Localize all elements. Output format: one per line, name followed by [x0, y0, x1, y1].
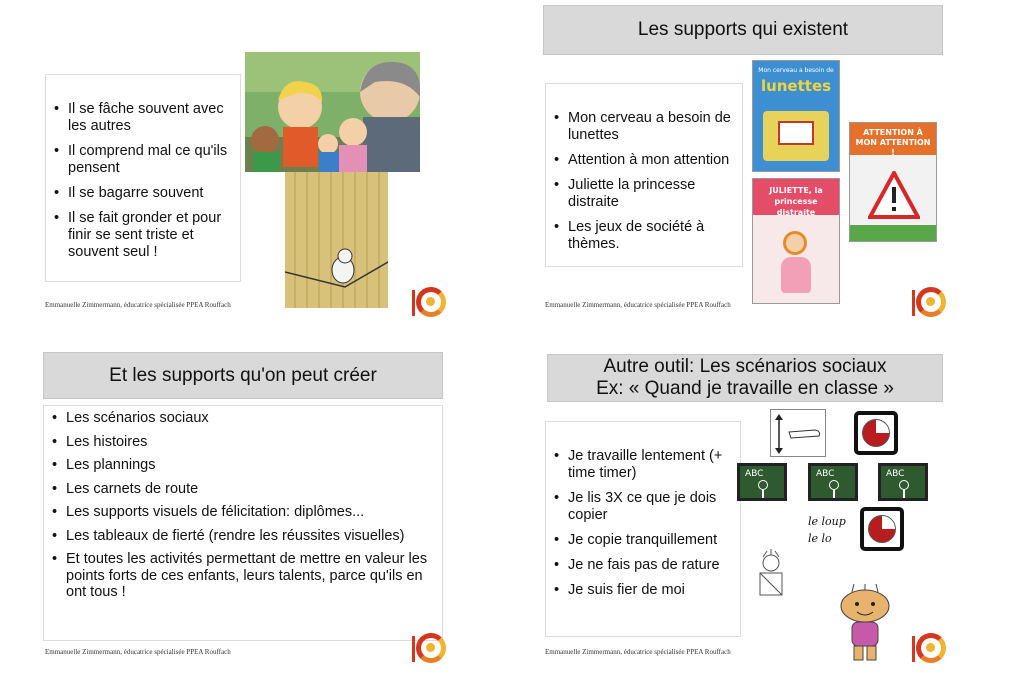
slide3-textbox	[43, 405, 443, 641]
slide3-bullet: • Les tableaux de fierté (rendre les réussites visuelles)	[52, 528, 436, 545]
slide-1	[0, 0, 512, 337]
slide2-bullet: • Attention à mon attention	[554, 152, 736, 169]
slide4-bullet: • Je suis fier de moi	[554, 582, 734, 599]
slide3-title: Et les supports qu'on peut créer	[43, 352, 443, 399]
slide4-textbox	[545, 421, 741, 637]
slow-hand-pictogram	[770, 409, 826, 457]
slide4-footer: Emmanuelle Zimmermann, éducatrice spécialisée PPEA Rouffach	[545, 648, 731, 656]
ppea-logo	[914, 286, 950, 318]
slide2-footer: Emmanuelle Zimmermann, éducatrice spécialisée PPEA Rouffach	[545, 301, 731, 309]
slide4-title	[547, 354, 943, 402]
slide3-bullet: • Les supports visuels de félicitation: diplômes...	[52, 504, 436, 521]
handwriting-sample: le loup le lo	[808, 515, 846, 545]
slide4-bullet: • Je ne fais pas de rature	[554, 557, 734, 574]
cartoon-children-image	[245, 52, 420, 172]
ppea-logo	[414, 286, 450, 318]
ppea-logo	[414, 632, 450, 664]
no-erasing-pictogram	[754, 547, 788, 605]
book-cover-juliette: JULIETTE, la princesse distraite	[752, 178, 840, 304]
slide1-bullet: • Il se fâche souvent avec les autres	[54, 101, 234, 135]
slide2-bullet: • Les jeux de société à thèmes.	[554, 219, 736, 253]
slide4-bullet: • Je lis 3X ce que je dois copier	[554, 490, 734, 524]
book-cover-attention: ATTENTION À MON ATTENTION !	[849, 122, 937, 242]
slide3-bullet: • Et toutes les activités permettant de mettre en valeur les points forts de ces enfants, leurs talents, parce qu'ils en ont tous !	[52, 551, 436, 601]
slide1-bullet: • Il se fait gronder et pour finir se sent triste et souvent seul !	[54, 210, 234, 261]
slide4-bullet: • Je copie tranquillement	[554, 532, 734, 549]
chalkboard-icon: ABC	[808, 463, 858, 501]
chalkboard-icon: ABC	[737, 463, 787, 501]
time-timer-icon	[860, 507, 904, 551]
slide-2	[512, 0, 1024, 337]
slide2-bullet: • Mon cerveau a besoin de lunettes	[554, 110, 736, 144]
slide2-title: Les supports qui existent	[543, 5, 943, 55]
slide3-bullet: • Les carnets de route	[52, 481, 436, 498]
book-cover-lunettes: Mon cerveau a besoin de lunettes	[752, 60, 840, 172]
slide4-bullet: • Je travaille lentement (+ time timer)	[554, 448, 734, 482]
slide1-footer: Emmanuelle Zimmermann, éducatrice spécialisée PPEA Rouffach	[45, 301, 231, 309]
slide4-title-line2: Ex: « Quand je travaille en classe »	[596, 378, 894, 399]
slide2-textbox	[545, 83, 743, 267]
slide3-footer: Emmanuelle Zimmermann, éducatrice spécialisée PPEA Rouffach	[45, 648, 231, 656]
slide4-title-line1: Autre outil: Les scénarios sociaux	[603, 356, 887, 378]
slide3-bullet: • Les scénarios sociaux	[52, 410, 436, 427]
slide-3	[0, 337, 512, 674]
slide-4	[512, 337, 1024, 674]
time-timer-icon	[854, 411, 898, 455]
slide3-bullet: • Les histoires	[52, 434, 436, 451]
slide1-bullet: • Il comprend mal ce qu'ils pensent	[54, 143, 234, 177]
slide2-bullet: • Juliette la princesse distraite	[554, 177, 736, 211]
slide1-textbox	[45, 74, 241, 282]
chalkboard-icon: ABC	[878, 463, 928, 501]
ppea-logo	[914, 632, 950, 664]
proud-child-image	[832, 584, 898, 664]
slide3-bullet: • Les plannings	[52, 457, 436, 474]
sad-child-corner-image	[285, 172, 388, 308]
slide1-bullet: • Il se bagarre souvent	[54, 185, 234, 202]
